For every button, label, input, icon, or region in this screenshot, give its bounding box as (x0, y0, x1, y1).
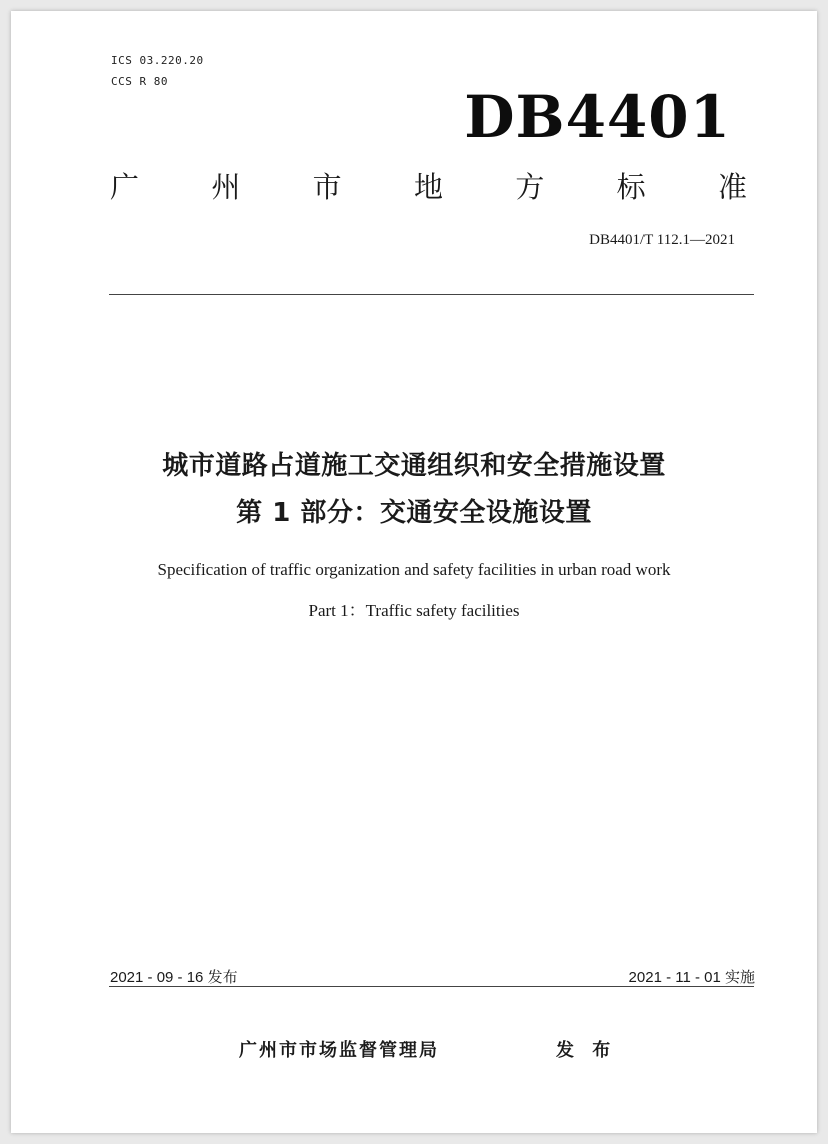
standard-type-char: 州 (211, 170, 241, 204)
title-cn-line1: 城市道路占道施工交通组织和安全措施设置 (162, 451, 666, 481)
title-cn-line2: 第 1 部分：交通安全设施设置 (236, 498, 592, 528)
standard-type-char: 方 (515, 170, 545, 204)
title-en-line2: Part 1：Traffic safety facilities (308, 601, 520, 620)
standard-type-char: 市 (312, 170, 342, 204)
standard-type-char: 标 (616, 170, 646, 204)
issue-date: 2021 - 09 - 16 发布 (110, 969, 238, 986)
title-en-line1: Specification of traffic organization and safety facilities in urban road work (157, 560, 671, 579)
standard-type-char: 广 (110, 170, 140, 204)
header-divider (109, 294, 754, 295)
document-page (11, 11, 817, 1133)
publisher-name: 广州市市场监督管理局 (239, 1040, 439, 1061)
ics-code: ICS 03.220.20 (111, 54, 204, 67)
footer-divider (109, 986, 754, 987)
publish-label: 发 布 (556, 1040, 617, 1061)
standard-logo: DB4401 (464, 83, 731, 151)
ccs-code: CCS R 80 (111, 75, 168, 88)
standard-number: DB4401/T 112.1—2021 (589, 232, 735, 248)
standard-type (110, 165, 747, 206)
standard-type-char: 准 (717, 170, 747, 204)
implementation-date: 2021 - 11 - 01 实施 (628, 969, 755, 986)
standard-type-char: 地 (413, 170, 443, 204)
